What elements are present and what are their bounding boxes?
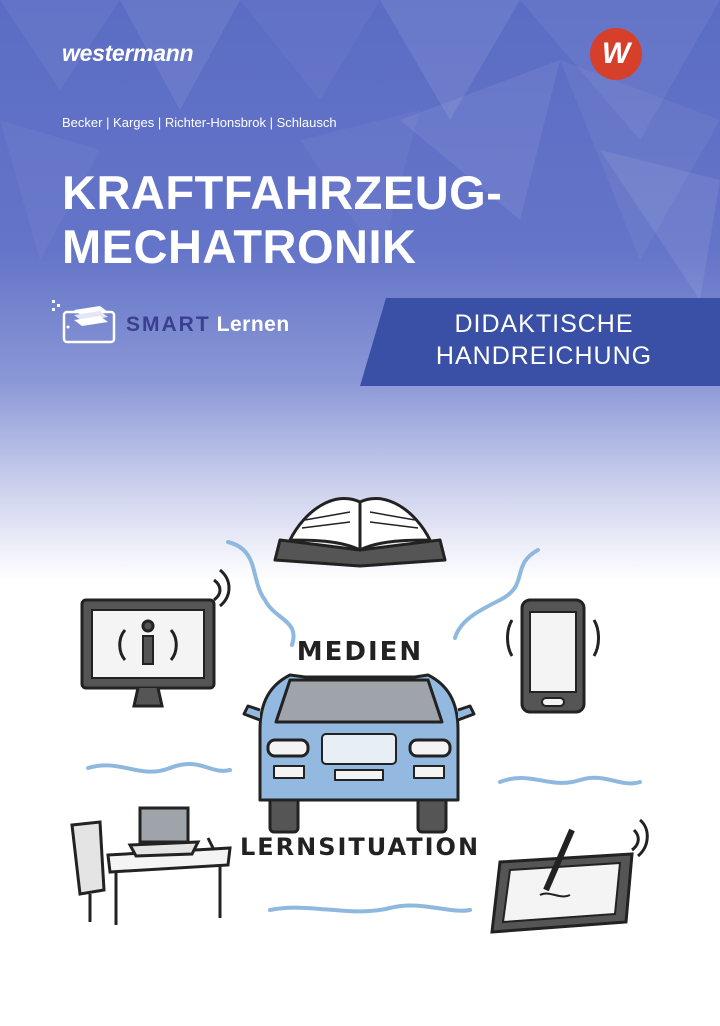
title-line-2: MECHATRONIK: [62, 220, 417, 273]
tablet-books-icon: [52, 298, 116, 344]
smart-lernen-label: [126, 313, 290, 337]
wave-line: [270, 905, 470, 911]
publisher-name: westermann: [62, 40, 194, 66]
smart-word: SMART: [126, 313, 211, 336]
medien-label: MEDIEN: [296, 637, 424, 667]
smart-lernen-badge: [52, 298, 342, 344]
lernsituation-label: LERNSITUATION: [239, 833, 481, 861]
wave-line: [88, 764, 230, 772]
cover-illustration: [60, 470, 680, 950]
monitor-info-icon: [82, 570, 229, 706]
car-icon: [244, 675, 474, 832]
tablet-pen-icon: [492, 820, 647, 932]
smartphone-icon: [508, 600, 599, 712]
banner-line-2: HANDREICHUNG: [435, 342, 653, 370]
author-list: Becker | Karges | Richter-Honsbrok | Schlausch: [62, 115, 337, 130]
banner-label: [398, 308, 690, 372]
wave-line: [500, 778, 640, 784]
lernen-word: Lernen: [216, 313, 290, 336]
laptop-desk-icon: [72, 808, 230, 925]
book-title: [62, 166, 502, 274]
banner-line-1: DIDAKTISCHE: [454, 310, 634, 338]
publisher-logo: W: [590, 28, 642, 80]
book-icon: [275, 498, 445, 566]
title-line-1: KRAFTFAHRZEUG-: [62, 166, 503, 219]
